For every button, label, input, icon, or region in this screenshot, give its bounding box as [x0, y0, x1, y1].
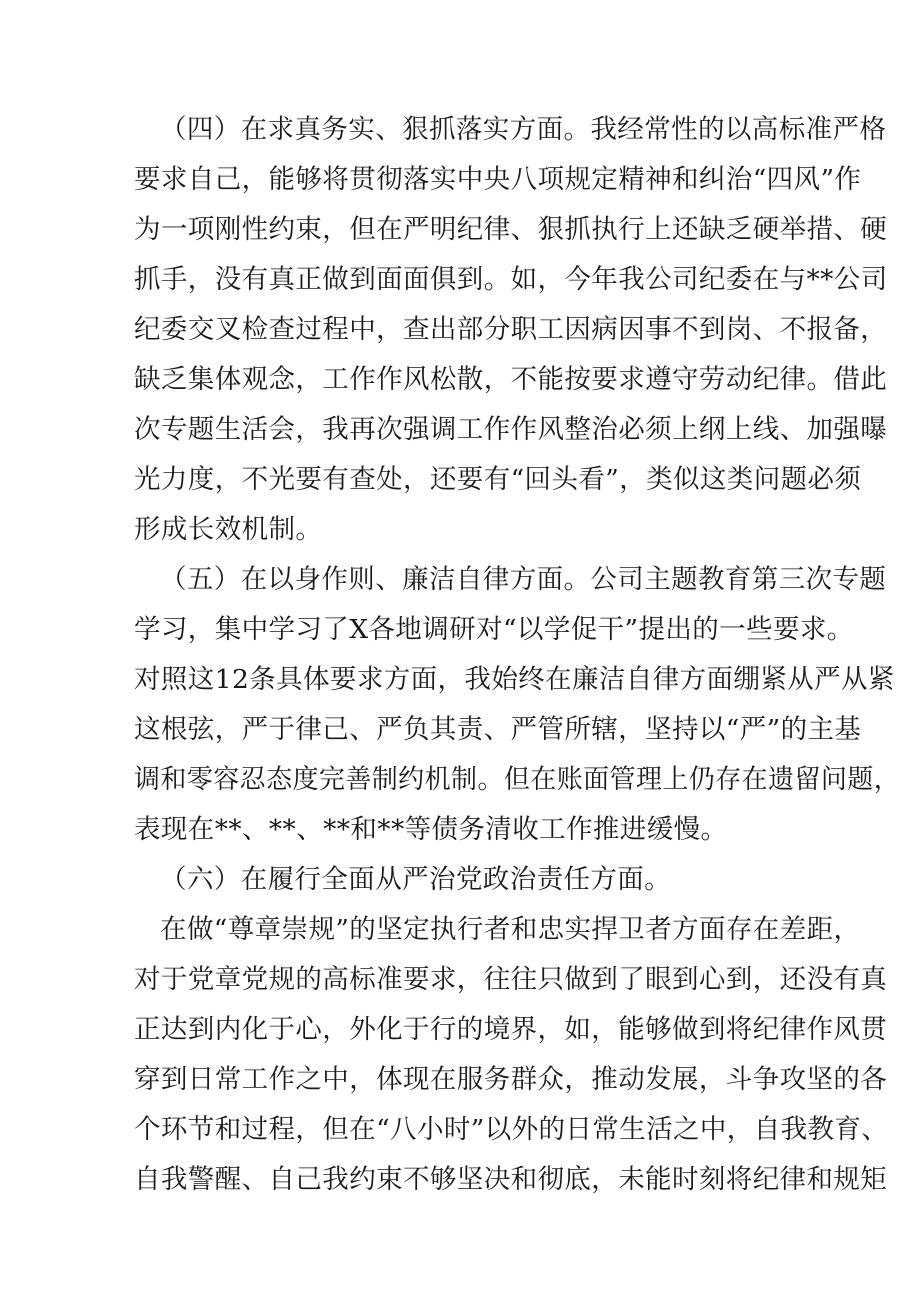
text-line: 对照这12条具体要求方面，我始终在廉洁自律方面绷紧从严从紧: [134, 664, 895, 695]
text-line: 缺乏集体观念，工作作风松散，不能按要求遵守劳动纪律。借此: [134, 364, 888, 395]
text-line: 光力度，不光要有查处，还要有“回头看”，类似这类问题必须: [134, 464, 862, 495]
text-line: 自我警醒、自己我约束不够坚决和彻底，未能时刻将纪律和规矩: [134, 1164, 888, 1195]
text-line: 学习，集中学习了X各地调研对“以学促干”提出的一些要求。: [134, 614, 854, 645]
text-line: 调和零容忍态度完善制约机制。但在账面管理上仍存在遗留问题，: [134, 764, 901, 795]
text-line: 个环节和过程，但在“八小时”以外的日常生活之中，自我教育、: [134, 1114, 889, 1145]
text-line: 次专题生活会，我再次强调工作作风整治必须上纲上线、加强曝: [134, 414, 888, 445]
text-line: 表现在**、**、**和**等债务清收工作推进缓慢。: [134, 814, 728, 845]
text-line: 这根弦，严于律己、严负其责、严管所辖，坚持以“严”的主基: [134, 714, 862, 745]
text-line: （四）在求真务实、狠抓落实方面。我经常性的以高标准严格: [160, 114, 887, 145]
text-line: 纪委交叉检查过程中，查出部分职工因病因事不到岗、不报备，: [134, 314, 888, 345]
text-line: （五）在以身作则、廉洁自律方面。公司主题教育第三次专题: [160, 564, 887, 595]
text-line: 为一项刚性约束，但在严明纪律、狠抓执行上还缺乏硬举措、硬: [134, 214, 888, 245]
text-line: 对于党章党规的高标准要求，往往只做到了眼到心到，还没有真: [134, 964, 888, 995]
text-line: 穿到日常工作之中，体现在服务群众，推动发展，斗争攻坚的各: [134, 1064, 888, 1095]
text-line: 在做“尊章崇规”的坚定执行者和忠实捍卫者方面存在差距，: [160, 914, 861, 945]
text-line: 要求自己，能够将贯彻落实中央八项规定精神和纠治“四风”作: [134, 164, 862, 195]
text-line: 正达到内化于心，外化于行的境界，如，能够做到将纪律作风贯: [134, 1014, 888, 1045]
text-line: （六）在履行全面从严治党政治责任方面。: [160, 864, 672, 895]
text-line: 形成长效机制。: [134, 514, 323, 545]
text-line: 抓手，没有真正做到面面俱到。如，今年我公司纪委在与**公司: [134, 264, 888, 295]
